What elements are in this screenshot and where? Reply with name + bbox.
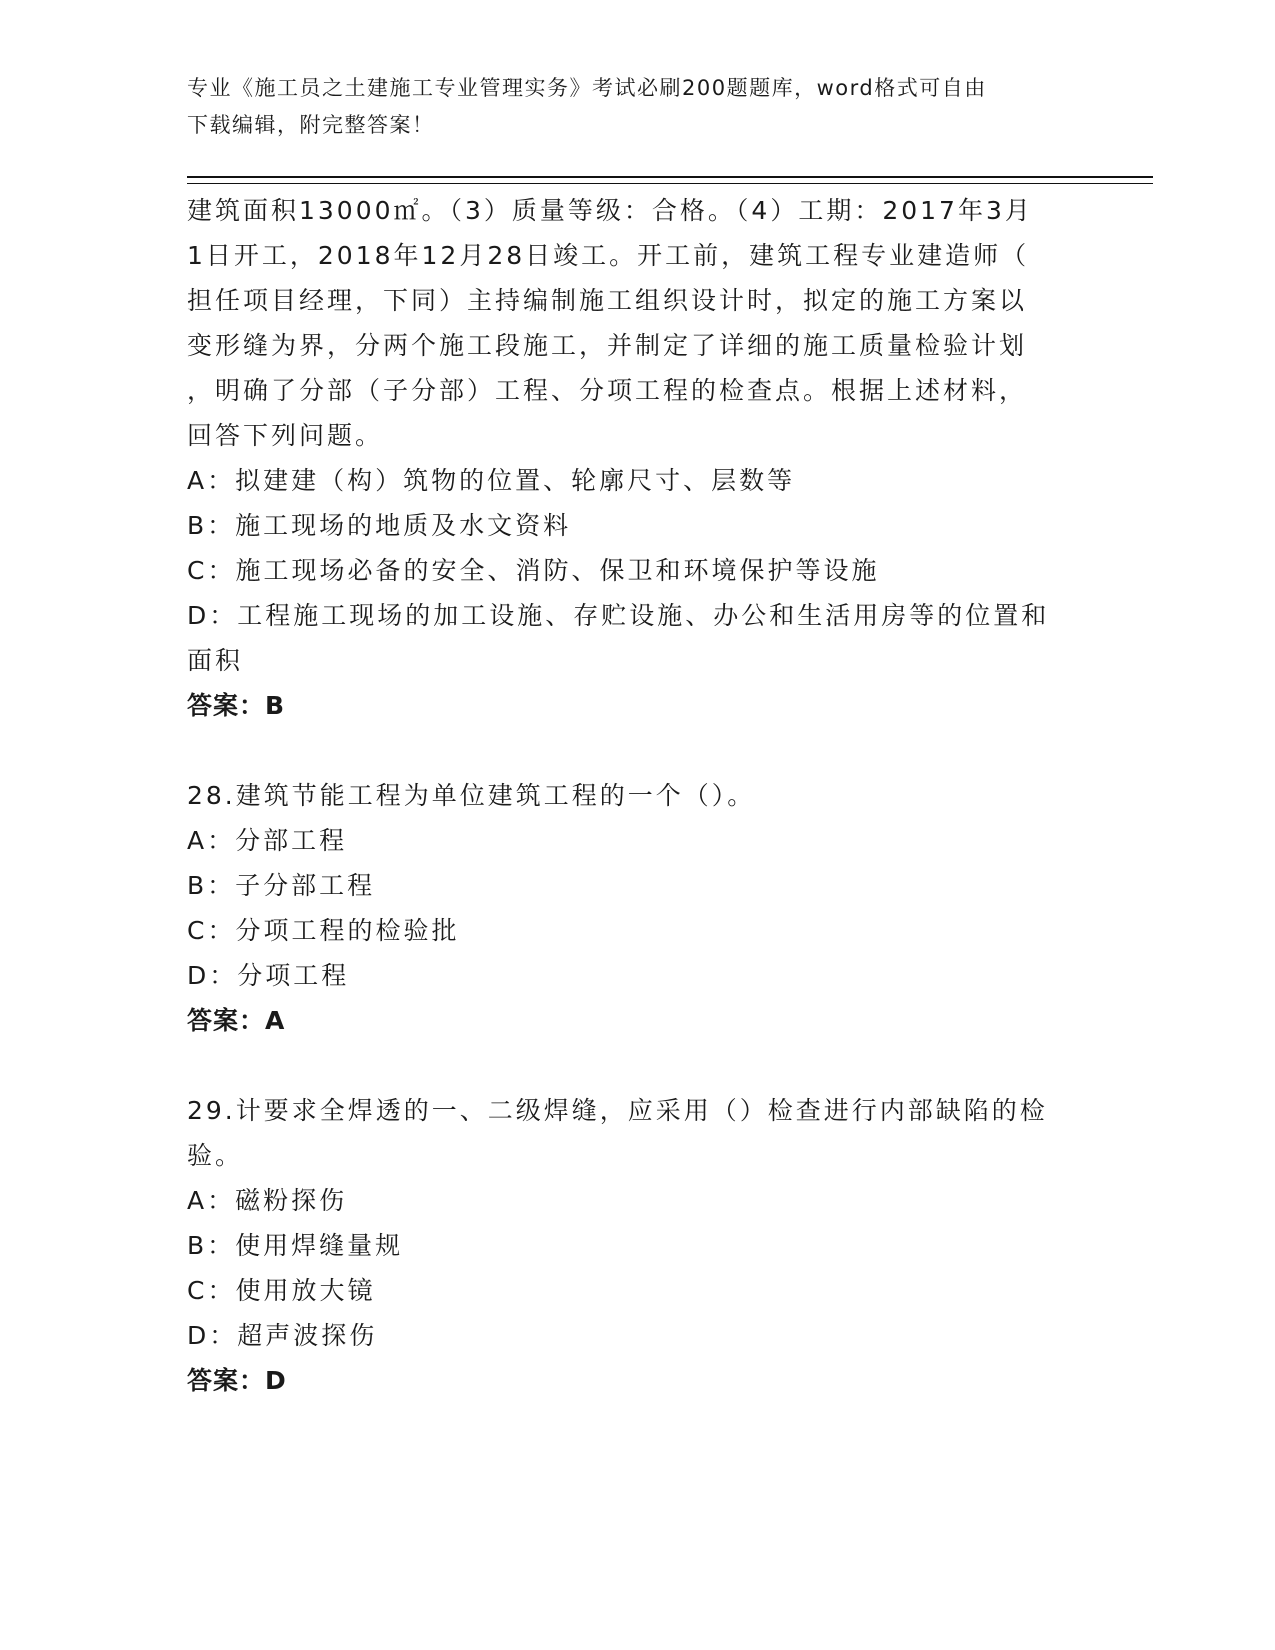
option-d: D：分项工程	[187, 961, 350, 990]
option-d: D：工程施工现场的加工设施、存贮设施、办公和生活用房等的位置和	[187, 601, 1050, 630]
question-28	[187, 773, 1087, 1043]
question-text-line: 变形缝为界，分两个施工段施工，并制定了详细的施工质量检验计划	[187, 331, 1028, 360]
question-27-continued	[187, 188, 1087, 728]
question-text-line: 建筑面积13000㎡。（3）质量等级：合格。（4）工期：2017年3月	[187, 196, 1033, 225]
document-header	[187, 70, 1087, 144]
option-a: A：磁粉探伤	[187, 1186, 348, 1215]
option-c: C：使用放大镜	[187, 1276, 376, 1305]
question-text-line: 29.计要求全焊透的一、二级焊缝，应采用（）检查进行内部缺陷的检	[187, 1096, 1048, 1125]
question-text: 28.建筑节能工程为单位建筑工程的一个（）。	[187, 781, 756, 810]
option-a: A：分部工程	[187, 826, 348, 855]
question-text-line: 1日开工，2018年12月28日竣工。开工前，建筑工程专业建造师（	[187, 241, 1030, 270]
answer-label: 答案：B	[187, 691, 286, 720]
option-c: C：施工现场必备的安全、消防、保卫和环境保护等设施	[187, 556, 880, 585]
option-b: B：施工现场的地质及水文资料	[187, 511, 572, 540]
option-b: B：使用焊缝量规	[187, 1231, 404, 1260]
answer-label: 答案：A	[187, 1006, 286, 1035]
option-d: D：超声波探伤	[187, 1321, 378, 1350]
header-divider-thick	[187, 176, 1153, 178]
spacer	[187, 728, 1087, 773]
question-text-line: 回答下列问题。	[187, 421, 384, 450]
option-b: B：子分部工程	[187, 871, 376, 900]
question-text-line: 验。	[187, 1141, 244, 1170]
question-29	[187, 1088, 1087, 1403]
header-divider-thin	[187, 183, 1153, 184]
question-text-line: 担任项目经理，下同）主持编制施工组织设计时，拟定的施工方案以	[187, 286, 1028, 315]
option-c: C：分项工程的检验批	[187, 916, 460, 945]
header-line-2: 下载编辑，附完整答案！	[187, 113, 435, 137]
answer-label: 答案：D	[187, 1366, 287, 1395]
question-text-line: ，明确了分部（子分部）工程、分项工程的检查点。根据上述材料，	[187, 376, 1028, 405]
option-a: A：拟建建（构）筑物的位置、轮廓尺寸、层数等	[187, 466, 796, 495]
header-line-1: 专业《施工员之土建施工专业管理实务》考试必刷200题题库，word格式可自由	[187, 76, 987, 100]
spacer	[187, 1043, 1087, 1088]
option-d-continued: 面积	[187, 646, 244, 675]
document-body	[187, 188, 1087, 1403]
